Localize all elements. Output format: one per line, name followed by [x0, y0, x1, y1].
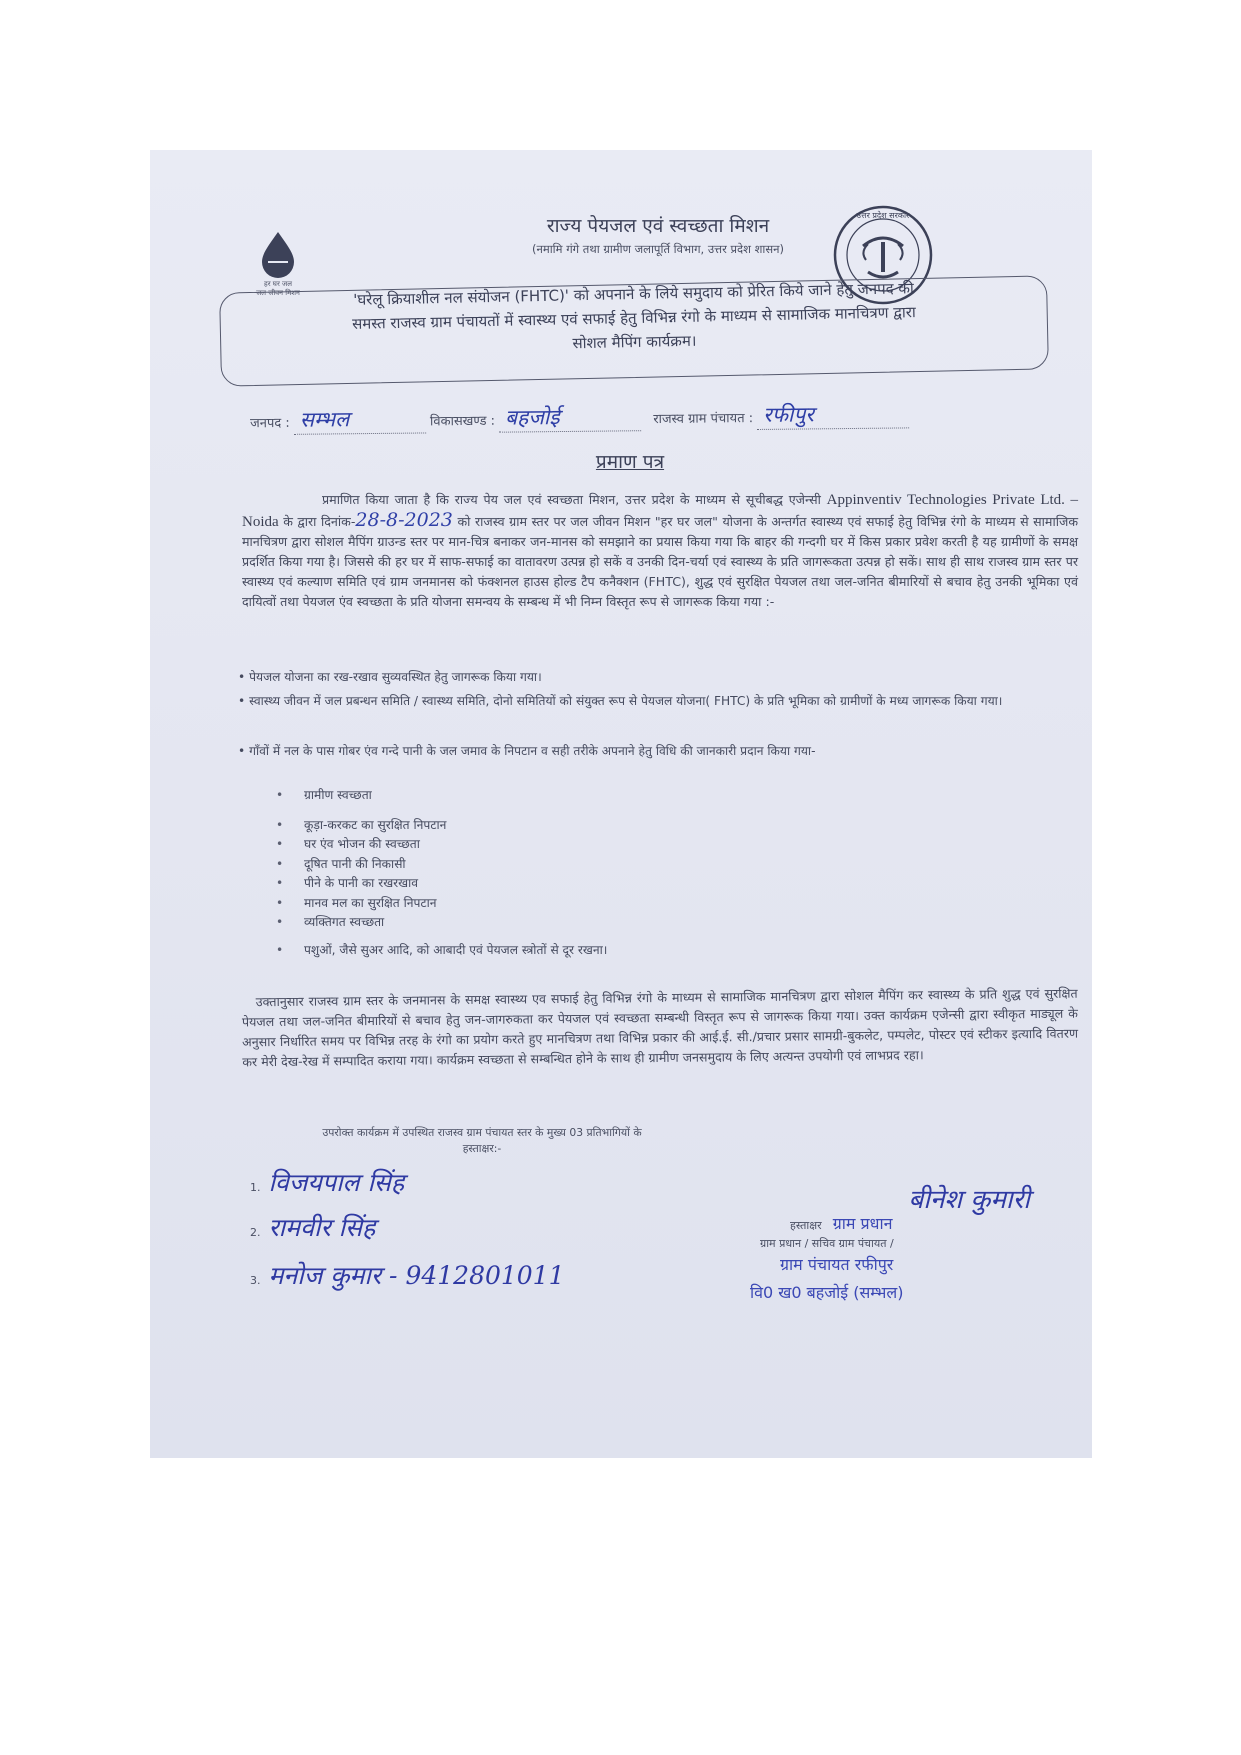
bullet-2: • स्वास्थ्य जीवन में जल प्रबन्धन समिति / स्वास्थ्य समिति, दोनो समितियों को संयुक्त रूप से पेयजल योजना( FHTC) के प्रति भूमिका को ग्रामीणों के मध्य जागरूक किया गया।: [238, 694, 1003, 708]
stamp-place: ग्राम पंचायत रफीपुर: [780, 1255, 894, 1274]
pradhan-stamp-block: [750, 1180, 1050, 1303]
list-item: • ग्रामीण स्वच्छता: [268, 786, 768, 806]
bullet-3: • गाँवों में नल के पास गोबर एंव गन्दे पानी के जल जमाव के निपटान व सही तरीके अपनाने हेतु विधि की जानकारी प्रदान किया गया-: [238, 744, 816, 758]
list-item: • मानव मल का सुरक्षित निपटान: [268, 894, 768, 914]
svg-text:जल जीवन मिशन: जल जीवन मिशन: [256, 289, 300, 297]
sanitation-topics-list: [268, 786, 768, 960]
signature-number: 1.: [250, 1181, 261, 1194]
list-item: • पीने के पानी का रखरखाव: [268, 874, 768, 894]
signature-intro: [242, 1125, 722, 1157]
list-item: • कूड़ा-करकट का सुरक्षित निपटान: [268, 816, 768, 836]
block-label: विकासखण्ड :: [429, 413, 496, 430]
bullet-3-text: गाँवों में नल के पास गोबर एंव गन्दे पानी के जल जमाव के निपटान व सही तरीके अपनाने हेतु विधि की जानकारी प्रदान किया गया-: [249, 744, 816, 758]
mission-subtitle: (नमामि गंगे तथा ग्रामीण जलापूर्ति विभाग, उत्तर प्रदेश शासन): [531, 242, 785, 256]
role-line: ग्राम प्रधान / सचिव ग्राम पंचायत /: [760, 1237, 894, 1250]
bullet-1-text: पेयजल योजना का रख-रखाव सुव्यवस्थित हेतु जागरूक किया गया।: [249, 670, 542, 684]
banner-line-2: समस्त राजस्व ग्राम पंचायतों में स्वास्थ्य एवं सफाई हेतु विभिन्न रंगो के माध्यम से सामाजिक मानचित्रण द्वारा: [351, 303, 917, 333]
para1-body: को राजस्व ग्राम स्तर पर जल जीवन मिशन "हर घर जल" योजना के अन्तर्गत स्वास्थ्य एवं सफाई हेतु विभिन्न रंगो के माध्यम से सामाजिक मानचित्रण द्वारा सोशल मैपिंग ग्राउन्ड स्तर पर मान-चित्र बनाकर जन-मानस को समझाने का प्रयास किया गया कि बाहर की गन्दगी घर में किस प्रकार प्रवेश करती है यह ग्रामीणों के समक्ष प्रदर्शित किया गया है। जिससे की हर घर में साफ-सफाई का वातावरण उत्पन्न हो सकें व उनकी दिन-चर्या एवं स्वास्थ्य के प्रति जागरूकता उत्पन्न हो सकें। साथ ही साथ राजस्व ग्राम स्तर पर स्वास्थ्य एवं कल्याण समिति एवं ग्राम जनमानस को फंक्शनल हाउस होल्ड टैप कनैक्शन (FHTC), शुद्ध एवं सुरक्षित पेयजल तथा जल-जनित बीमारियों से बचाव हेतु उनकी भूमिका एवं दायित्वों तथा पेयजल एंव स्वच्छता के प्रति योजना समन्वय के सम्बन्ध में भी निम्न विस्तृत रूप से जागरूक किया गया :-: [242, 514, 1078, 609]
bullet-1: • पेयजल योजना का रख-रखाव सुव्यवस्थित हेतु जागरूक किया गया।: [238, 670, 542, 684]
participant-signature-2: [250, 1210, 375, 1244]
district-label: जनपद :: [249, 415, 290, 432]
signature-intro-line1: उपरोक्त कार्यक्रम में उपस्थित राजस्व ग्राम पंचायत स्तर के मुख्य 03 प्रतिभागियों के: [322, 1126, 642, 1139]
para1-intro: प्रमाणित किया जाता है कि राज्य पेय जल एवं स्वच्छता मिशन, उत्तर प्रदेश के माध्यम से सूचीबद्ध एजेन्सी: [322, 492, 821, 507]
signature-intro-line2: हस्ताक्षर:-: [462, 1142, 502, 1155]
panchayat-value: रफीपुर: [757, 399, 909, 430]
certificate-title: प्रमाण पत्र: [595, 451, 665, 473]
signature-name: रामवीर सिंह: [268, 1213, 376, 1242]
list-item: • पशुओं, जैसे सुअर आदि, को आबादी एवं पेयजल स्त्रोतों से दूर रखना।: [268, 941, 768, 961]
banner-line-1: 'घरेलू क्रियाशील नल संयोजन (FHTC)' को अपनाने के लिये समुदाय को प्रेरित किये जाने हेतु जनपद की: [353, 279, 914, 309]
pradhan-signature: बीनेश कुमारी: [908, 1185, 1030, 1215]
signature-number: 2.: [250, 1226, 261, 1239]
svg-text:उत्तर प्रदेश सरकार: उत्तर प्रदेश सरकार: [856, 211, 910, 220]
block-value: बहजोई: [499, 402, 641, 432]
list-item: • दूषित पानी की निकासी: [268, 855, 768, 875]
certificate-paragraph-2: उक्तानुसार राजस्व ग्राम स्तर के जनमानस के समक्ष स्वास्थ्य एव सफाई हेतु विभिन्न रंगो के माध्यम से सामाजिक मानचित्रण द्वारा सोशल मैपिंग कर स्वास्थ्य के प्रति शुद्ध एवं सुरक्षित पेयजल तथा जल-जनित बीमारियों से बचाव हेतु जन-जागरुकता कर पेयजल एवं स्वच्छता सम्बन्धी विस्तृत रूप से जागरूक किया गया। उक्त कार्यक्रम एजेन्सी द्वारा स्वीकृत माड्यूल के अनुसार निर्धारित समय पर विभिन्न तरह के रंगो का प्रयोग करते हुए मानचित्रण तथा विभिन्न प्रकार की आई.ई. सी./प्रचार प्रसार सामग्री-बुकलेट, पम्पलेट, पोस्टर एवं स्टीकर इत्यादि वितरण कर मेरी देख-रेख में सम्पादित कराया गया। कार्यक्रम स्वच्छता से सम्बन्धित होने के साथ ही ग्रामीण जनसमुदाय के लिए अत्यन्त उपयोगी एवं लाभप्रद रहा।: [241, 985, 1079, 1070]
participant-signature-1: [250, 1165, 404, 1199]
banner-line-3: सोशल मैपिंग कार्यक्रम।: [572, 331, 697, 353]
panchayat-label: राजस्व ग्राम पंचायत :: [653, 411, 754, 428]
participant-signature-3: [250, 1258, 565, 1292]
certificate-paragraph-1: [242, 490, 1078, 612]
list-item: • घर एंव भोजन की स्वच्छता: [268, 835, 768, 855]
para1-date-label: के द्वारा दिनांक-: [283, 514, 356, 529]
list-item: • व्यक्तिगत स्वच्छता: [268, 913, 768, 933]
stamp-block: वि0 ख0 बहजोई (सम्भल): [750, 1283, 904, 1302]
program-date: 28-8-2023: [355, 509, 453, 531]
signature-name: मनोज कुमार - 9412801011: [268, 1261, 565, 1290]
mission-title: राज्य पेयजल एवं स्वच्छता मिशन: [546, 215, 770, 237]
signature-name: विजयपाल सिंह: [268, 1168, 405, 1197]
document-photo: [150, 150, 1092, 1458]
signature-number: 3.: [250, 1274, 261, 1287]
stamp-title: ग्राम प्रधान: [832, 1214, 893, 1233]
sign-label: हस्ताक्षर: [790, 1219, 822, 1232]
bullet-2-text: स्वास्थ्य जीवन में जल प्रबन्धन समिति / स्वास्थ्य समिति, दोनो समितियों को संयुक्त रूप से पेयजल योजना( FHTC) के प्रति भूमिका को ग्रामीणों के मध्य जागरूक किया गया।: [249, 694, 1003, 708]
agency-name: Appinventiv Technologies Private Ltd. – Noida: [242, 492, 1078, 530]
location-fields: [250, 398, 1070, 436]
district-value: सम्भल: [294, 404, 426, 434]
svg-text:हर घर जल: हर घर जल: [264, 280, 292, 288]
